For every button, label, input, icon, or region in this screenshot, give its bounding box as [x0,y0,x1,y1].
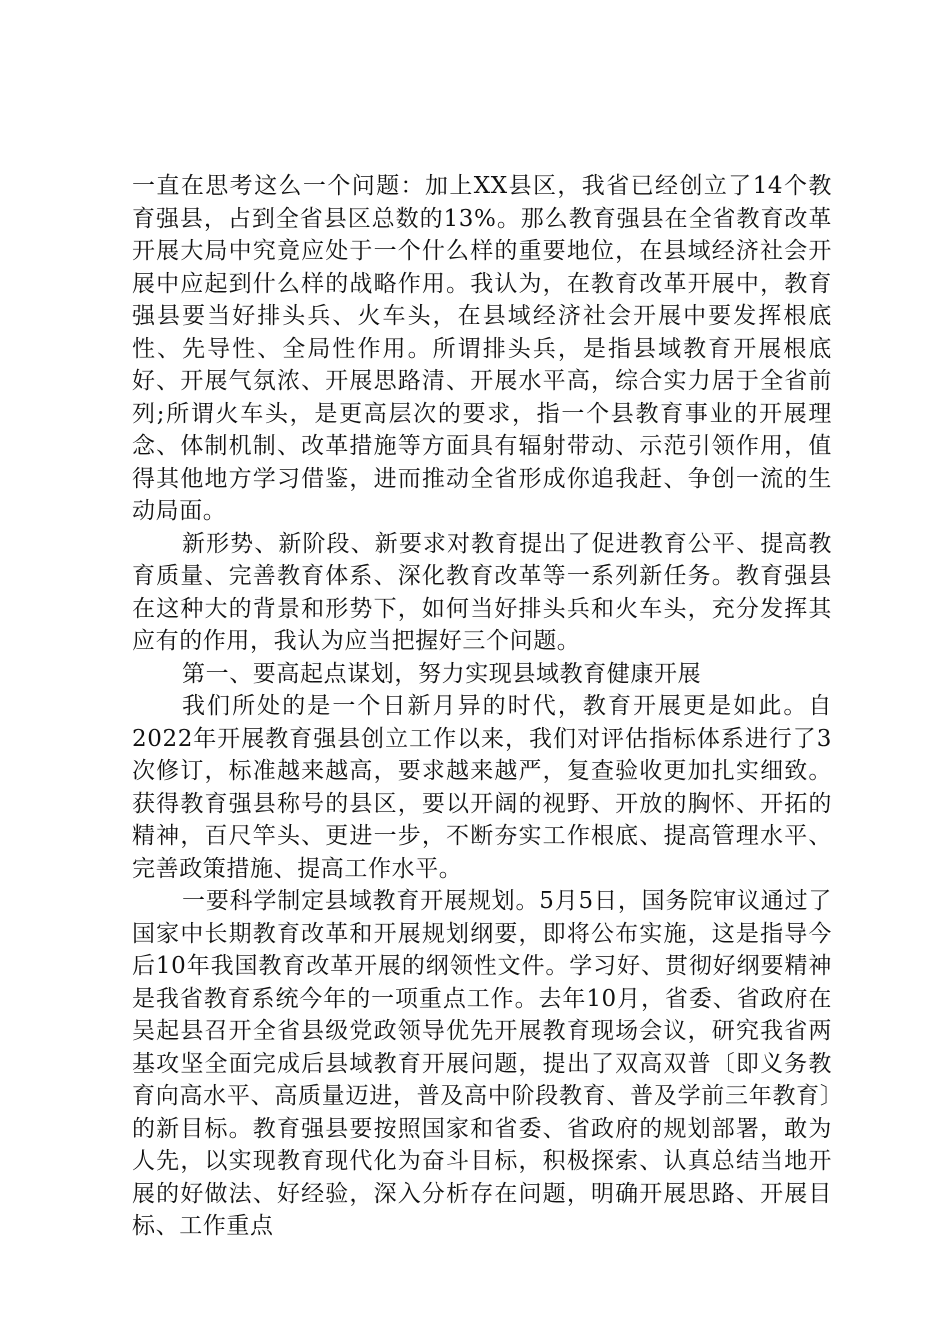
paragraph-1: 一直在思考这么一个问题：加上XX县区，我省已经创立了14个教育强县，占到全省县区总数的13%。那么教育强县在全省教育改革开展大局中究竟应处于一个什么样的重要地位，在县域经济社会开展中应起到什么样的战略作用。我认为，在教育改革开展中，教育强县要当好排头兵、火车头，在县域经济社会开展中要发挥根底性、先导性、全局性作用。所谓排头兵，是指县域教育开展根底好、开展气氛浓、开展思路清、开展水平高，综合实力居于全省前列;所谓火车头，是更高层次的要求，指一个县教育事业的开展理念、体制机制、改革措施等方面具有辐射带动、示范引领作用，值得其他地方学习借鉴，进而推动全省形成你追我赶、争创一流的生动局面。 [132,173,832,524]
paragraph-4: 一要科学制定县域教育开展规划。5月5日，国务院审议通过了国家中长期教育改革和开展规划纲要，即将公布实施，这是指导今后10年我国教育改革开展的纲领性文件。学习好、贯彻好纲要精神是我省教育系统今年的一项重点工作。去年10月，省委、省政府在吴起县召开全省县级党政领导优先开展教育现场会议，研究我省两基攻坚全面完成后县域教育开展问题，提出了双高双普〔即义务教育向高水平、高质量迈进，普及高中阶段教育、普及学前三年教育〕的新目标。教育强县要按照国家和省委、省政府的规划部署，敢为人先，以实现教育现代化为奋斗目标，积极探索、认真总结当地开展的好做法、好经验，深入分析存在问题，明确开展思路、开展目标、工作重点 [132,888,832,1239]
document-body [132,170,832,1243]
paragraph-2: 新形势、新阶段、新要求对教育提出了促进教育公平、提高教育质量、完善教育体系、深化教育改革等一系列新任务。教育强县在这种大的背景和形势下，如何当好排头兵和火车头，充分发挥其应有的作用，我认为应当把握好三个问题。 [132,530,832,654]
paragraph-3: 我们所处的是一个日新月异的时代，教育开展更是如此。自2022年开展教育强县创立工作以来，我们对评估指标体系进行了3次修订，标准越来越高，要求越来越严，复查验收更加扎实细致。获得教育强县称号的县区，要以开阔的视野、开放的胸怀、开拓的精神，百尺竿头、更进一步，不断夯实工作根底、提高管理水平、完善政策措施、提高工作水平。 [132,693,832,882]
section-heading: 第一、要高起点谋划，努力实现县域教育健康开展 [182,660,702,687]
